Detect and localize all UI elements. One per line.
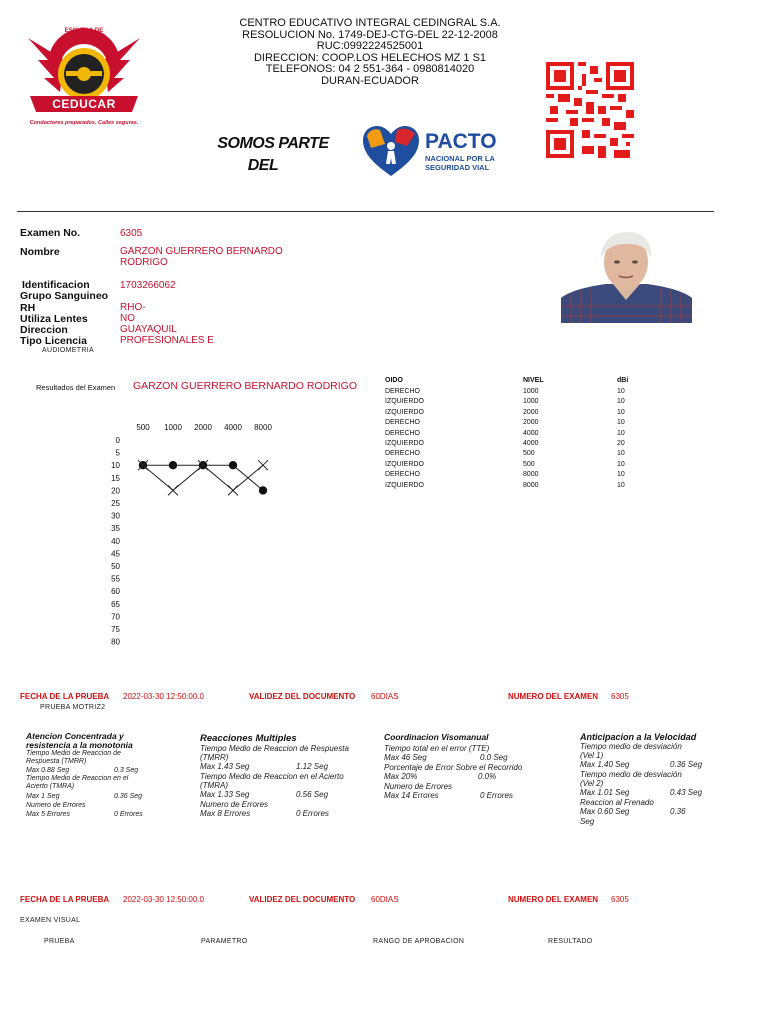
coordinacion-l3: Porcentaje de Error Sobre el Recorrido bbox=[384, 763, 523, 772]
anticipacion-l2: (Vel 1) bbox=[580, 751, 604, 760]
anticipacion-l8a: Max 0.60 Seg bbox=[580, 807, 630, 816]
coordinacion-title: Coordinacion Visomanual bbox=[384, 732, 489, 742]
atencion-l6b: 0.36 Seg bbox=[114, 793, 143, 800]
y-tick-label: 50 bbox=[111, 562, 120, 571]
data-point-x bbox=[258, 460, 268, 470]
table-cell: 10 bbox=[617, 429, 625, 437]
anticipacion-l9: Seg bbox=[580, 817, 595, 826]
lentes-value: NO bbox=[120, 313, 135, 324]
atencion-l8b: 0 Errores bbox=[114, 811, 143, 818]
fecha-label-2: FECHA DE LA PRUEBA bbox=[20, 895, 110, 904]
visual-header-rango: RANGO DE APROBACION bbox=[373, 938, 465, 945]
atencion-l1: Tiempo Medio de Reaccion de bbox=[26, 750, 121, 757]
motriz-col-reacciones bbox=[200, 733, 380, 819]
table-cell: DERECHO bbox=[385, 429, 421, 437]
reacciones-l3a: Max 1.43 Seg bbox=[200, 762, 250, 771]
atencion-l4: Tiempo Medio de Reaccion en el bbox=[26, 775, 129, 782]
somos-line-2: DEL bbox=[247, 157, 279, 174]
table-cell: IZQUIERDO bbox=[385, 440, 424, 447]
atencion-title-1: Atencion Concentrada y bbox=[26, 731, 124, 741]
nombre-value-1: GARZON GUERRERO BERNARDO bbox=[120, 246, 283, 257]
coordinacion-l2b: 0.0 Seg bbox=[480, 753, 508, 762]
pacto-logo bbox=[361, 124, 521, 180]
numero-value-2: 6305 bbox=[611, 895, 629, 904]
header-line-4: DIRECCION: COOP.LOS HELECHOS MZ 1 S1 bbox=[253, 51, 487, 64]
audiometry-table bbox=[385, 377, 645, 497]
data-point-dot bbox=[229, 461, 237, 469]
anticipacion-l8b: 0.36 bbox=[670, 807, 686, 816]
table-cell: DERECHO bbox=[385, 471, 421, 479]
motriz-col-coordinacion bbox=[384, 733, 569, 801]
direccion-label: Direccion bbox=[20, 324, 68, 336]
table-cell: 10 bbox=[617, 419, 625, 427]
atencion-l8a: Max 5 Errores bbox=[26, 811, 70, 818]
table-cell: 10 bbox=[617, 388, 625, 395]
numero-label-2: NUMERO DEL EXAMEN bbox=[508, 895, 599, 904]
table-cell: 10 bbox=[617, 408, 625, 416]
anticipacion-l1: Tiempo medio de desviación bbox=[580, 742, 682, 751]
y-tick-label: 60 bbox=[111, 587, 120, 597]
anticipacion-l4: Tiempo medio de desviación bbox=[580, 770, 682, 779]
licencia-value: PROFESIONALES E bbox=[120, 335, 214, 346]
header-divider bbox=[17, 211, 714, 212]
somos-line-1: SOMOS PARTE bbox=[217, 135, 329, 152]
reacciones-l2: (TMRR) bbox=[200, 753, 229, 762]
resultados-label: Resultados del Examen bbox=[36, 383, 116, 392]
fecha-value-1: 2022-03-30 12:50:00.0 bbox=[123, 692, 204, 701]
motriz-col-anticipacion bbox=[580, 732, 730, 826]
table-cell: 10 bbox=[617, 398, 625, 406]
lentes-label: Utiliza Lentes bbox=[20, 313, 88, 325]
reacciones-l8a: Max 8 Errores bbox=[200, 809, 251, 818]
data-point-x bbox=[168, 485, 178, 495]
anticipacion-l6b: 0.43 Seg bbox=[670, 788, 703, 797]
table-cell: 2000 bbox=[523, 408, 539, 416]
audiogram-chart bbox=[100, 418, 290, 650]
anticipacion-l3a: Max 1.40 Seg bbox=[580, 760, 630, 769]
header-line-6: DURAN-ECUADOR bbox=[321, 74, 419, 87]
reacciones-title: Reacciones Multiples bbox=[200, 733, 297, 744]
data-point-x bbox=[228, 485, 238, 495]
reacciones-l4: Tiempo Medio de Reaccion en el Acierto bbox=[200, 772, 344, 781]
y-tick-label: 80 bbox=[111, 637, 120, 647]
table-header-oido: OIDO bbox=[385, 377, 403, 384]
y-tick-label: 75 bbox=[111, 625, 120, 634]
table-cell: 4000 bbox=[523, 440, 539, 447]
person-photo bbox=[561, 228, 692, 323]
ceducar-logo bbox=[20, 20, 148, 132]
y-tick-label: 30 bbox=[111, 511, 120, 521]
table-cell: IZQUIERDO bbox=[385, 481, 424, 489]
rh-label: RH bbox=[20, 302, 36, 314]
somos-parte-text bbox=[205, 133, 341, 177]
visual-header-prueba: PRUEBA bbox=[44, 938, 75, 945]
table-cell: 1000 bbox=[523, 398, 539, 406]
y-tick-label: 10 bbox=[111, 461, 120, 471]
x-tick-label: 1000 bbox=[164, 423, 182, 432]
table-cell: 500 bbox=[523, 460, 535, 468]
prueba-motriz-label: PRUEBA MOTRIZ2 bbox=[40, 704, 106, 711]
table-cell: IZQUIERDO bbox=[385, 460, 424, 468]
table-cell: DERECHO bbox=[385, 450, 421, 458]
direccion-value: GUAYAQUIL bbox=[120, 324, 177, 335]
anticipacion-l7: Reaccion al Frenado bbox=[580, 798, 654, 807]
coordinacion-l4a: Max 20% bbox=[384, 772, 418, 781]
numero-value-1: 6305 bbox=[611, 692, 629, 701]
reacciones-l3b: 1.12 Seg bbox=[296, 762, 329, 771]
coordinacion-l4b: 0.0% bbox=[478, 772, 497, 781]
pacto-line-2: NACIONAL POR LA bbox=[425, 154, 495, 163]
reacciones-l6a: Max 1.33 Seg bbox=[200, 790, 250, 799]
x-tick-label: 4000 bbox=[224, 423, 242, 432]
coordinacion-l6b: 0 Errores bbox=[480, 791, 513, 800]
nombre-label: Nombre bbox=[20, 246, 60, 258]
header-line-1: CENTRO EDUCATIVO INTEGRAL CEDINGRAL S.A. bbox=[239, 17, 501, 29]
examen-visual-label: EXAMEN VISUAL bbox=[20, 917, 81, 924]
table-cell: 8000 bbox=[523, 471, 539, 479]
header-line-2: RESOLUCION No. 1749-DEJ-CTG-DEL 22-12-2008 bbox=[242, 28, 498, 41]
anticipacion-l6a: Max 1.01 Seg bbox=[580, 788, 630, 797]
y-tick-label: 65 bbox=[111, 599, 120, 609]
atencion-l7: Numero de Errores bbox=[26, 802, 86, 809]
reacciones-l1: Tiempo Medio de Reaccion de Respuesta bbox=[200, 744, 349, 753]
pacto-heart-icon bbox=[361, 124, 421, 180]
visual-header-resultado: RESULTADO bbox=[548, 938, 593, 945]
y-tick-label: 15 bbox=[111, 473, 120, 483]
x-tick-label: 2000 bbox=[194, 423, 212, 432]
table-cell: 2000 bbox=[523, 419, 539, 427]
motriz-col-atencion bbox=[26, 732, 186, 819]
ident-value: 1703266062 bbox=[120, 280, 176, 291]
resultados-name: GARZON GUERRERO BERNARDO RODRIGO bbox=[133, 380, 358, 392]
table-cell: 500 bbox=[523, 450, 535, 458]
rh-value: RHO- bbox=[120, 302, 146, 313]
table-cell: 10 bbox=[617, 460, 625, 468]
header-line-3: RUC:0992224525001 bbox=[316, 40, 424, 52]
grupo-label: Grupo Sanguineo bbox=[20, 290, 109, 302]
coordinacion-l2a: Max 46 Seg bbox=[384, 753, 427, 762]
validez-label-1: VALIDEZ DEL DOCUMENTO bbox=[249, 692, 356, 701]
licencia-label: Tipo Licencia bbox=[20, 335, 87, 347]
atencion-l2: Respuesta (TMRR) bbox=[26, 758, 87, 765]
validez-value-2: 60DIAS bbox=[371, 895, 399, 904]
pacto-title: PACTO bbox=[425, 130, 497, 153]
fecha-value-2: 2022-03-30 12:50:00.0 bbox=[123, 895, 204, 904]
table-cell: 1000 bbox=[523, 388, 539, 395]
header-line-5: TELEFONOS: 04 2 551-364 - 0980814020 bbox=[265, 63, 475, 75]
anticipacion-l3b: 0.36 Seg bbox=[670, 760, 703, 769]
validez-value-1: 60DIAS bbox=[371, 692, 399, 701]
fecha-label-1: FECHA DE LA PRUEBA bbox=[20, 692, 110, 701]
nombre-value-2: RODRIGO bbox=[120, 257, 168, 268]
pacto-line-3: SEGURIDAD VIAL bbox=[425, 163, 490, 172]
y-tick-label: 70 bbox=[111, 612, 120, 622]
institution-header bbox=[200, 18, 540, 87]
y-tick-label: 5 bbox=[115, 448, 120, 458]
y-tick-label: 45 bbox=[111, 549, 120, 559]
table-cell: DERECHO bbox=[385, 388, 421, 395]
table-cell: 10 bbox=[617, 450, 625, 458]
coordinacion-l6a: Max 14 Errores bbox=[384, 791, 439, 800]
logo-arc-text: ESCUELA DE CONDUCCIÓN bbox=[63, 28, 105, 40]
atencion-l5: Acierto (TMRA) bbox=[26, 783, 75, 790]
table-cell: 20 bbox=[617, 440, 625, 447]
data-point-dot bbox=[169, 461, 177, 469]
table-cell: 10 bbox=[617, 471, 625, 479]
y-tick-label: 35 bbox=[111, 524, 120, 534]
table-cell: 4000 bbox=[523, 429, 539, 437]
qr-code bbox=[546, 62, 634, 158]
x-tick-label: 500 bbox=[136, 423, 150, 432]
y-tick-label: 0 bbox=[115, 436, 120, 445]
numero-label-1: NUMERO DEL EXAMEN bbox=[508, 692, 599, 701]
atencion-l3b: 0.3 Seg bbox=[114, 767, 139, 774]
examen-label: Examen No. bbox=[20, 227, 81, 239]
atencion-l6a: Max 1 Seg bbox=[26, 793, 60, 800]
y-tick-label: 40 bbox=[111, 536, 120, 546]
coordinacion-l1: Tiempo total en el error (TTE) bbox=[384, 744, 490, 753]
table-cell: IZQUIERDO bbox=[385, 408, 424, 416]
y-tick-label: 20 bbox=[111, 486, 120, 496]
examen-value: 6305 bbox=[120, 228, 143, 239]
table-cell: IZQUIERDO bbox=[385, 398, 424, 406]
logo-slogan: Conductores preparados. Calles seguras. bbox=[29, 120, 139, 126]
logo-banner-text: CEDUCAR bbox=[52, 97, 116, 111]
coordinacion-l5: Numero de Errores bbox=[384, 782, 453, 791]
anticipacion-l5: (Vel 2) bbox=[580, 779, 604, 788]
table-header-dbi: dBi bbox=[617, 377, 629, 384]
table-header-nivel: NIVEL bbox=[523, 377, 544, 384]
reacciones-l7: Numero de Errores bbox=[200, 800, 269, 809]
y-tick-label: 25 bbox=[111, 499, 120, 508]
validez-label-2: VALIDEZ DEL DOCUMENTO bbox=[249, 895, 356, 904]
reacciones-l6b: 0.56 Seg bbox=[296, 790, 329, 799]
y-tick-label: 55 bbox=[111, 574, 120, 584]
atencion-title-2: resistencia a la monotonia bbox=[26, 740, 133, 750]
data-point-dot bbox=[259, 486, 267, 494]
reacciones-l5: (TMRA) bbox=[200, 781, 228, 790]
reacciones-l8b: 0 Errores bbox=[296, 809, 329, 818]
table-cell: DERECHO bbox=[385, 419, 421, 427]
anticipacion-title: Anticipacion a la Velocidad bbox=[580, 732, 697, 742]
table-cell: 8000 bbox=[523, 481, 539, 489]
audiometria-label: AUDIOMETRIA bbox=[42, 347, 94, 354]
x-tick-label: 8000 bbox=[254, 423, 272, 432]
atencion-l3a: Max 0.88 Seg bbox=[26, 767, 70, 774]
table-cell: 10 bbox=[617, 481, 625, 489]
ident-label: Identificacion bbox=[22, 279, 90, 291]
visual-header-parametro: PARAMETRO bbox=[201, 938, 248, 945]
